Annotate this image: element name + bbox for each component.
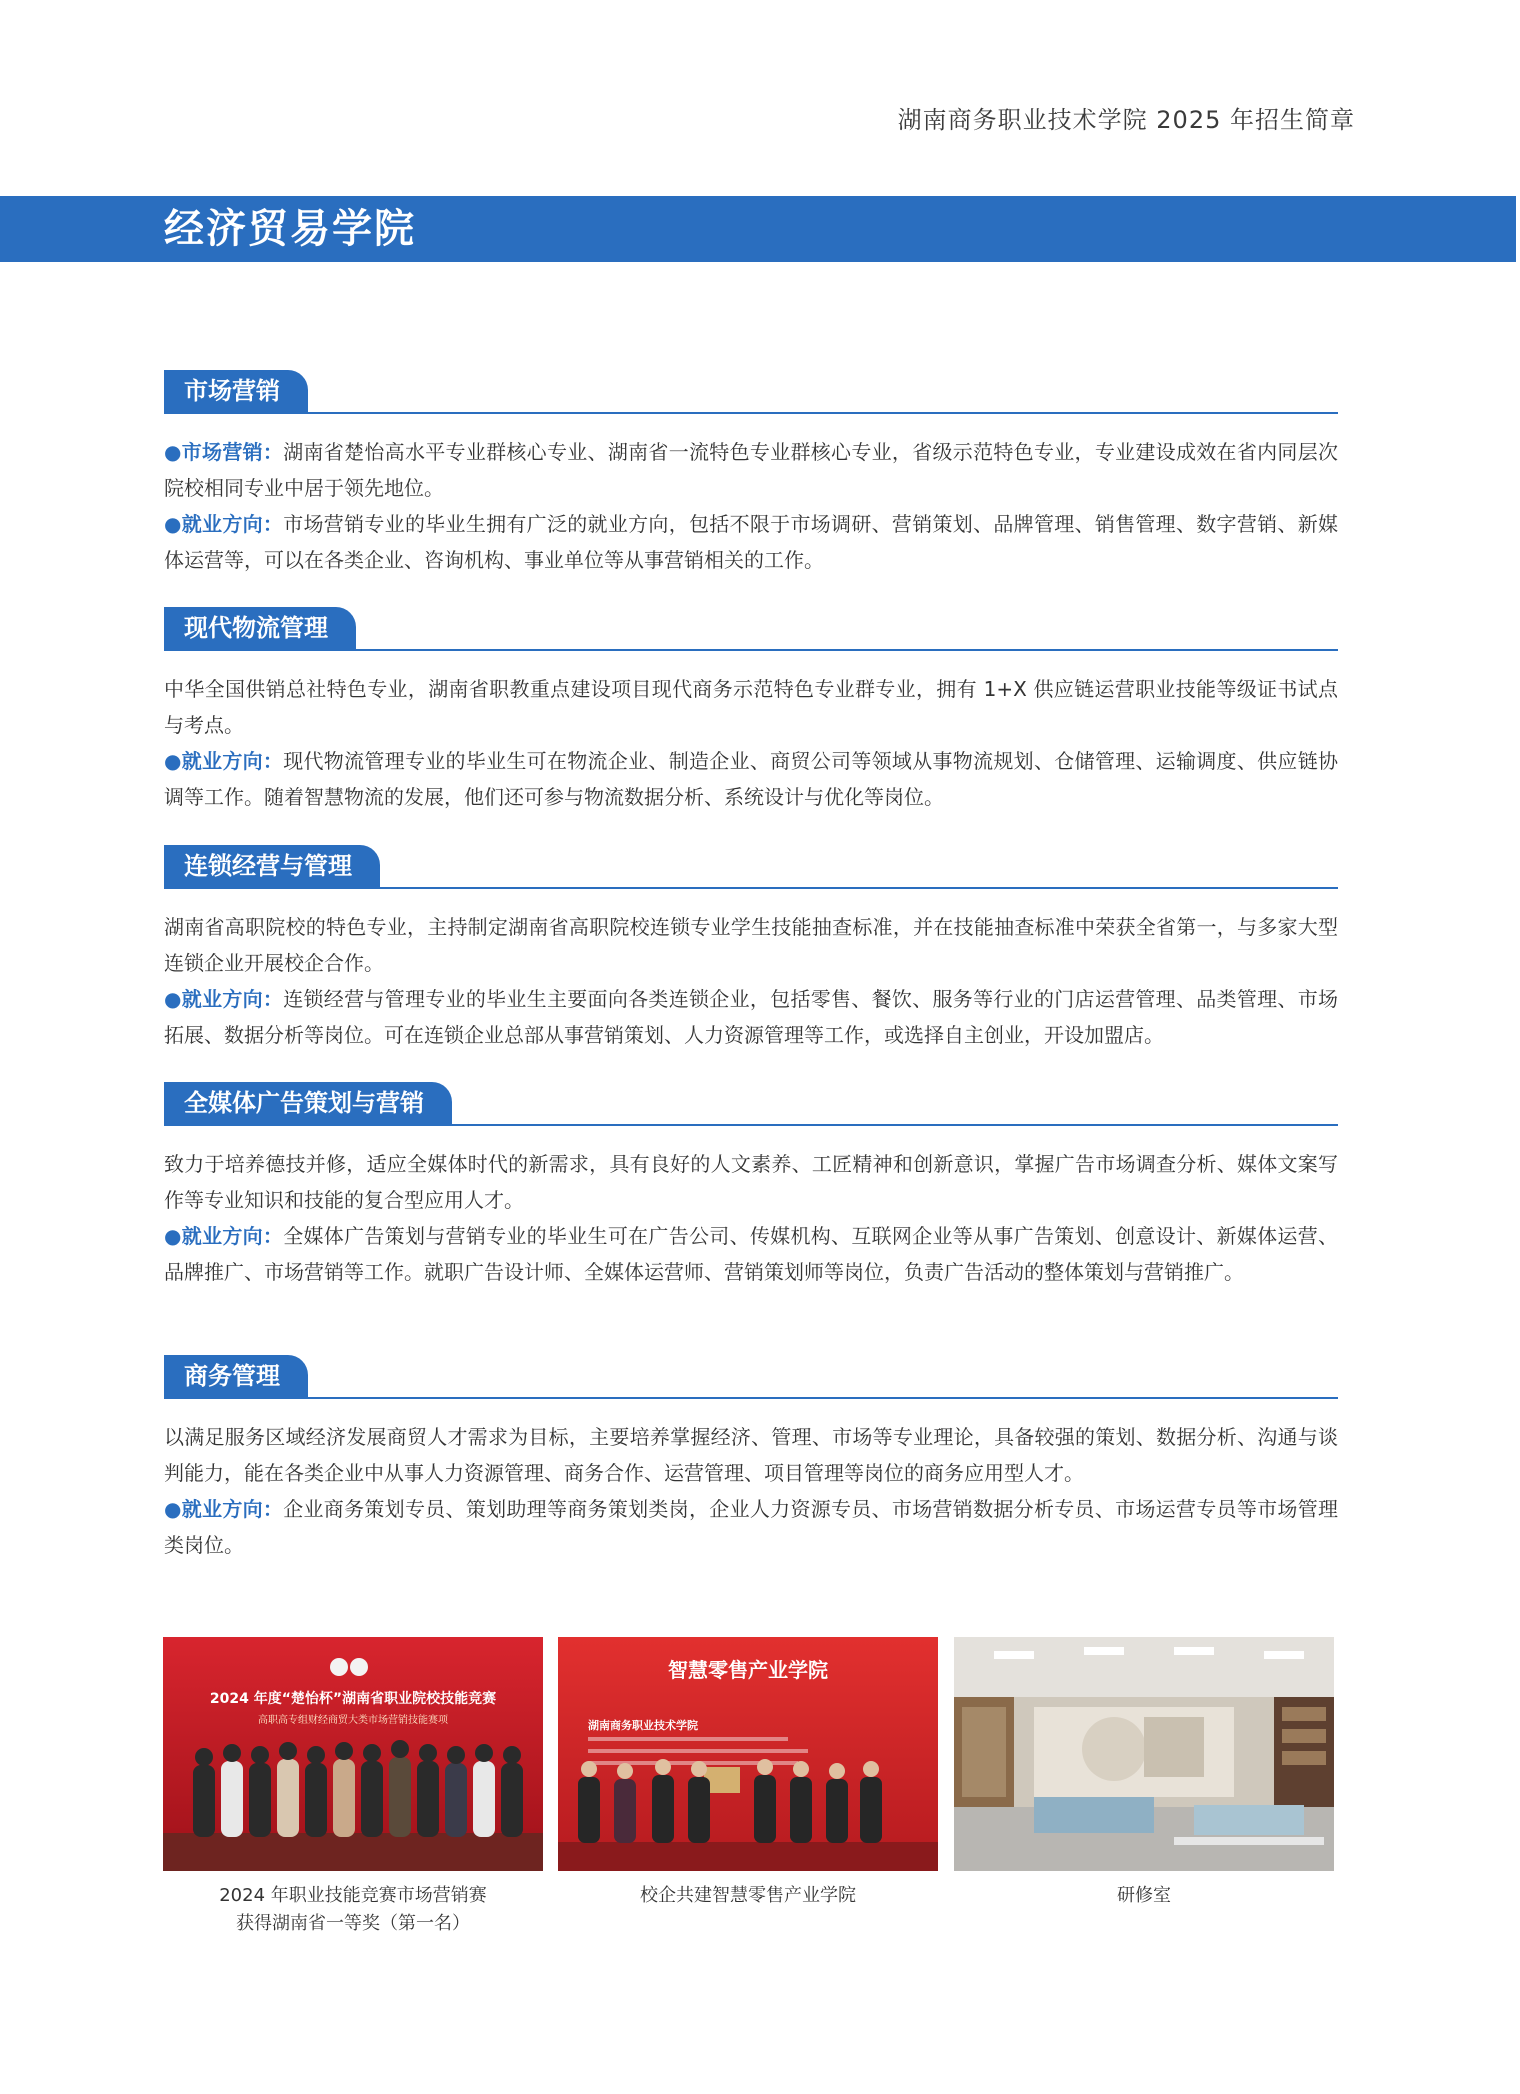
section-rule [164, 412, 1338, 414]
section-title: 商务管理 [164, 1355, 308, 1397]
section-paragraph [164, 1419, 1338, 1491]
paragraph-text: 中华全国供销总社特色专业，湖南省职教重点建设项目现代商务示范特色专业群专业，拥有 1+X 供应链运营职业技能等级证书试点与考点。 [164, 677, 1338, 737]
section-paragraph [164, 981, 1338, 1053]
section-paragraph [164, 1491, 1338, 1563]
paragraph-lead: ●就业方向： [164, 1224, 284, 1248]
caption-line: 校企共建智慧零售产业学院 [640, 1885, 856, 1906]
section-title: 现代物流管理 [164, 607, 356, 649]
paragraph-text: 致力于培养德技并修，适应全媒体时代的新需求，具有良好的人文素养、工匠精神和创新意识，掌握广告市场调查分析、媒体文案写作等专业知识和技能的复合型应用人才。 [164, 1152, 1338, 1212]
section-paragraph [164, 1218, 1338, 1290]
paragraph-lead: ●市场营销： [164, 440, 284, 464]
photo-banner-subtext: 湖南商务职业技术学院 [588, 1719, 698, 1732]
section-chain-management [164, 845, 1338, 1053]
running-header: 湖南商务职业技术学院 2025 年招生简章 [897, 106, 1355, 134]
section-paragraph [164, 671, 1338, 743]
section-logistics [164, 607, 1338, 815]
paragraph-lead: ●就业方向： [164, 512, 284, 536]
photo-caption [954, 1882, 1334, 1910]
paragraph-text: 以满足服务区域经济发展商贸人才需求为目标，主要培养掌握经济、管理、市场等专业理论，具备较强的策划、数据分析、沟通与谈判能力，能在各类企业中从事人力资源管理、商务合作、运营管理、项目管理等岗位的商务应用型人才。 [164, 1425, 1338, 1485]
college-title: 经济贸易学院 [164, 206, 416, 252]
photo-banner-text: 2024 年度“楚怡杯”湖南省职业院校技能竞赛 [209, 1691, 497, 1707]
section-paragraph [164, 434, 1338, 506]
caption-line: 2024 年职业技能竞赛市场营销赛 [219, 1885, 487, 1906]
section-paragraph [164, 1146, 1338, 1218]
section-rule [164, 1124, 1338, 1126]
section-title: 连锁经营与管理 [164, 845, 380, 887]
paragraph-lead: ●就业方向： [164, 1497, 284, 1521]
paragraph-text: 湖南省高职院校的特色专业，主持制定湖南省高职院校连锁专业学生技能抽查标准，并在技能抽查标准中荣获全省第一，与多家大型连锁企业开展校企合作。 [164, 915, 1338, 975]
section-paragraph [164, 909, 1338, 981]
section-title: 全媒体广告策划与营销 [164, 1082, 452, 1124]
section-header [164, 1355, 1338, 1399]
section-rule [164, 887, 1338, 889]
section-header [164, 845, 1338, 889]
section-rule [164, 649, 1338, 651]
photo-caption [163, 1882, 543, 1938]
photo-caption [558, 1882, 938, 1910]
section-business-management [164, 1355, 1338, 1563]
section-media-advertising [164, 1082, 1338, 1290]
paragraph-text: 连锁经营与管理专业的毕业生主要面向各类连锁企业，包括零售、餐饮、服务等行业的门店运营管理、品类管理、市场拓展、数据分析等岗位。可在连锁企业总部从事营销策划、人力资源管理等工作，或选择自主创业，开设加盟店。 [164, 987, 1339, 1047]
photo-banner-text: 智慧零售产业学院 [668, 1658, 828, 1682]
paragraph-lead: ●就业方向： [164, 749, 284, 773]
photo-competition-award [163, 1637, 543, 1871]
paragraph-text: 现代物流管理专业的毕业生可在物流企业、制造企业、商贸公司等领域从事物流规划、仓储管理、运输调度、供应链协调等工作。随着智慧物流的发展，他们还可参与物流数据分析、系统设计与优化等岗位。 [164, 749, 1339, 809]
college-banner [0, 196, 1516, 262]
caption-line: 获得湖南省一等奖（第一名） [236, 1913, 470, 1934]
section-header [164, 607, 1338, 651]
photo-banner-subtext: 高职高专组财经商贸大类市场营销技能赛项 [258, 1715, 448, 1726]
section-rule [164, 1397, 1338, 1399]
section-title: 市场营销 [164, 370, 308, 412]
paragraph-lead: ●就业方向： [164, 987, 284, 1011]
section-header [164, 1082, 1338, 1126]
paragraph-text: 企业商务策划专员、策划助理等商务策划类岗，企业人力资源专员、市场营销数据分析专员、市场运营专员等市场管理类岗位。 [164, 1497, 1339, 1557]
paragraph-text: 湖南省楚怡高水平专业群核心专业、湖南省一流特色专业群核心专业，省级示范特色专业，专业建设成效在省内同层次院校相同专业中居于领先地位。 [164, 440, 1339, 500]
section-marketing [164, 370, 1338, 578]
paragraph-text: 市场营销专业的毕业生拥有广泛的就业方向，包括不限于市场调研、营销策划、品牌管理、销售管理、数字营销、新媒体运营等，可以在各类企业、咨询机构、事业单位等从事营销相关的工作。 [164, 512, 1339, 572]
photo-smart-retail-institute [558, 1637, 938, 1871]
paragraph-text: 全媒体广告策划与营销专业的毕业生可在广告公司、传媒机构、互联网企业等从事广告策划、创意设计、新媒体运营、品牌推广、市场营销等工作。就职广告设计师、全媒体运营师、营销策划师等岗位，负责广告活动的整体策划与营销推广。 [164, 1224, 1339, 1284]
section-paragraph [164, 506, 1338, 578]
photo-study-room [954, 1637, 1334, 1871]
section-header [164, 370, 1338, 414]
caption-line: 研修室 [1117, 1885, 1171, 1906]
section-paragraph [164, 743, 1338, 815]
